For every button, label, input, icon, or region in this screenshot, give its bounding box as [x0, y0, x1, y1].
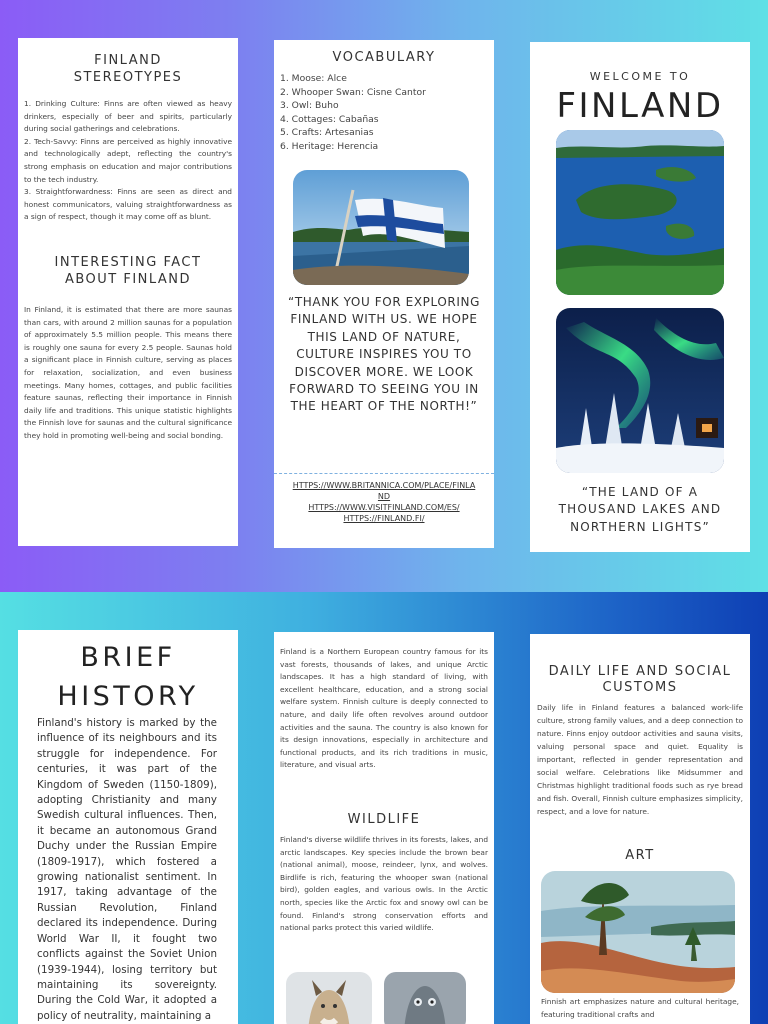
panel-daily-life — [530, 634, 750, 1024]
history-title-line-2: HISTORY — [57, 681, 199, 712]
link-visitfinland[interactable]: HTTPS://WWW.VISITFINLAND.COM/ES/ — [308, 503, 460, 512]
link-britannica[interactable]: HTTPS://WWW.BRITANNICA.COM/PLACE/FINLAND — [292, 481, 476, 501]
thank-you-quote: “THANK YOU FOR EXPLORING FINLAND WITH US. WE HOPE THIS LAND OF NATURE, CULTURE INSPIRES YOU TO DISCOVER MORE. WE LOOK FORWARD TO SEEING YOU IN THE HEART OF THE NORTH!” — [288, 295, 480, 414]
panel-wildlife — [274, 632, 494, 1024]
welcome-text: WELCOME TO — [589, 70, 691, 83]
stereotypes-title: FINLAND STEREOTYPES — [73, 53, 183, 85]
daily-life-title: DAILY LIFE AND SOCIAL CUSTOMS — [548, 664, 732, 695]
fact-text: In Finland, it is estimated that there are more saunas than cars, with around 2 million saunas for a population of approximately 5.5 million people. This means there is roughly one sauna for every 2.5 people. Saunas hold a significant place in Finnish culture, serving as places for relaxation, socialization, and even business meetings. Many homes, cottages, and public facilities feature saunas, reflecting their importance in Finnish daily life and traditions. This unique statistic highlights the Finnish love for saunas and the cultural significance they hold in promoting well-being and social bonding. — [24, 304, 232, 440]
wildlife-title: WILDLIFE — [347, 812, 421, 827]
history-text: Finland's history is marked by the influence of its neighbours and its struggle for independence. For centuries, it was part of the Kingdom of Sweden (1150-1809), adopting Christianity and many Swedish cultural influences. Then, it became an autonomous Grand Duchy under the Russian Empire (1809-1917), which fostered a growing nationalist sentiment. In 1917, taking advantage of the Russian Revolution, Finland declared its independence. During World War II, it fought two conflicts against the Soviet Union (1939-1944), losing territory but maintaining its sovereignty. During the Cold War, it adopted a policy of neutrality, maintaining a — [37, 717, 217, 1022]
fact-title: INTERESTING FACT ABOUT FINLAND — [54, 254, 202, 287]
cover-tagline: “THE LAND OF A THOUSAND LAKES AND NORTHERN LIGHTS” — [558, 485, 722, 534]
panel-vocabulary — [274, 40, 494, 548]
vocab-item: 2. Whooper Swan: Cisne Cantor — [280, 86, 426, 98]
panel-cover — [530, 42, 750, 552]
art-painting-photo — [541, 871, 735, 993]
history-title — [18, 638, 238, 716]
stereotypes-list — [24, 98, 232, 224]
northern-lights-photo — [556, 308, 724, 473]
dotted-divider — [274, 473, 494, 474]
wildlife-text: Finland's diverse wildlife thrives in its forests, lakes, and arctic landscapes. Key species include the brown bear (national animal), moose, reindeer, lynx, and wolves. Birdlife is rich, featuring the whooper swan (national bird), golden eagles, and various owls. In the Arctic north, species like the Arctic fox and snowy owl can be found. Finland's strong conservation efforts and national parks protect this varied wildlife. — [280, 835, 489, 933]
vocab-item: 6. Heritage: Herencia — [280, 140, 379, 152]
link-finland-fi[interactable]: HTTPS://FINLAND.FI/ — [343, 514, 425, 523]
lakes-aerial-photo — [556, 130, 724, 295]
links-list — [292, 480, 476, 524]
art-text: Finnish art emphasizes nature and cultural heritage, featuring traditional crafts and — [541, 997, 739, 1019]
vocabulary-list — [280, 72, 426, 154]
history-title-line-1: BRIEF — [80, 642, 176, 673]
panel-history — [18, 630, 238, 1024]
vocab-item: 1. Moose: Alce — [280, 73, 347, 84]
daily-life-text: Daily life in Finland features a balanced work-life culture, strong family values, and a deep connection to nature. Finns enjoy outdoor activities and sauna visits, valuing personal space and quiet. Equality is important, reflected in gender representation and social welfare. Celebrations like Midsummer and Christmas highlight traditional foods such as rye bread and fish. Overall, Finnish culture emphasizes simplicity, respect, and a love for nature. — [537, 703, 743, 816]
finland-intro-text: Finland is a Northern European country famous for its vast forests, thousands of lakes, and unique Arctic landscapes. It has a high standard of living, with excellent healthcare, education, and a strong social welfare system. Finnish culture is deeply connected to nature, and daily life often revolves around outdoor activities and the sauna. The country is also known for its design innovations, especially in architecture and functional products, and its rich traditions in music, literature, and visual arts. — [280, 647, 488, 770]
panel-stereotypes — [18, 38, 238, 546]
vocab-item: 4. Cottages: Cabañas — [280, 113, 379, 125]
vocab-item: 3. Owl: Buho — [280, 100, 339, 112]
snowy-owl-photo — [384, 972, 466, 1024]
vocabulary-title: VOCABULARY — [332, 50, 436, 65]
lynx-photo — [286, 972, 372, 1024]
cover-title: FINLAND — [556, 86, 724, 126]
stereotype-item: 2. Tech-Savvy: Finns are perceived as highly innovative and technologically adept, reflecting the country's strong emphasis on education and major contributions to the tech industry. — [24, 136, 232, 184]
vocab-item: 5. Crafts: Artesanias — [280, 127, 374, 139]
stereotype-item: 1. Drinking Culture: Finns are often viewed as heavy drinkers, especially of beer and spirits, particularly during social gatherings and celebrations. — [24, 99, 232, 134]
finnish-flag-photo — [293, 170, 469, 285]
art-title: ART — [625, 848, 655, 863]
stereotype-item: 3. Straightforwardness: Finns are seen as direct and honest communicators, valuing straightforwardness as a sign of respect, though it may come off as blunt. — [24, 187, 232, 222]
